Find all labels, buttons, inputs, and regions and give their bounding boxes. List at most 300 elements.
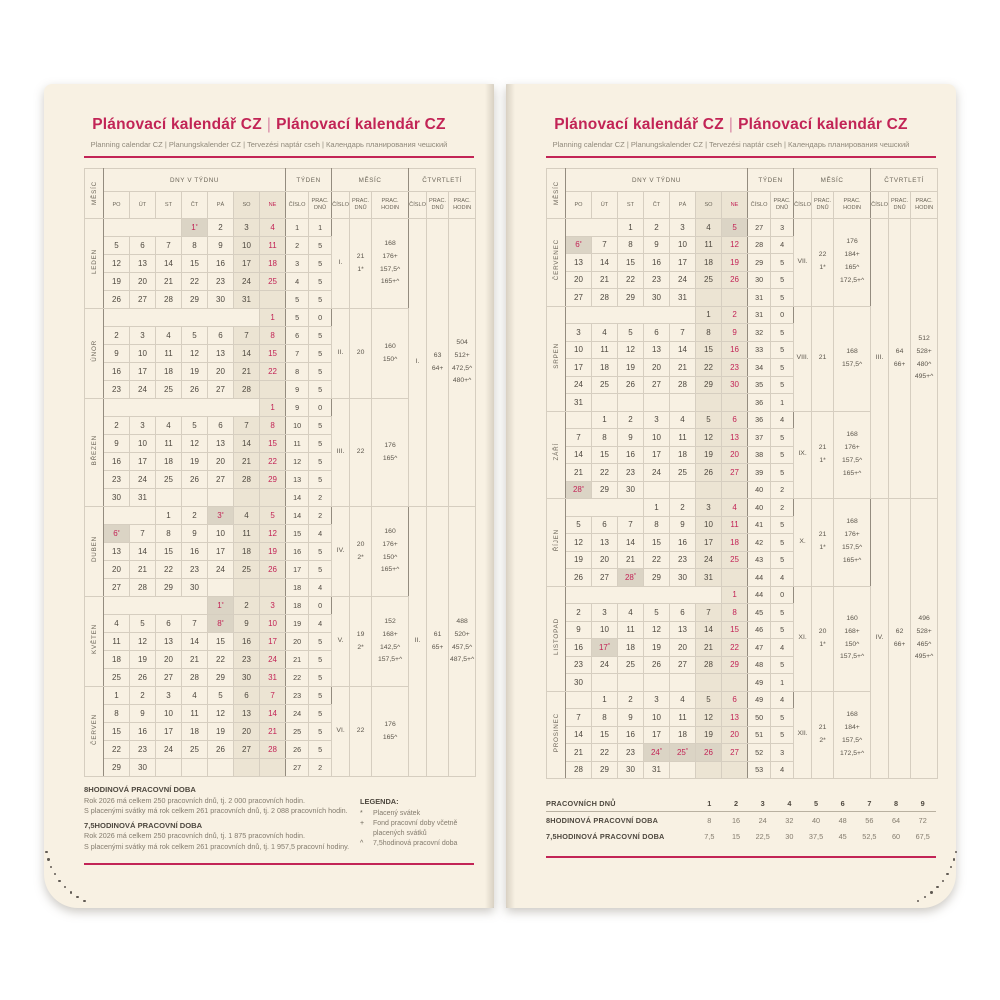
day-cell: 6 — [722, 691, 748, 709]
empty-lead-cell — [104, 309, 260, 327]
week-number-cell: 35 — [748, 376, 771, 394]
week-number-cell: 16 — [286, 543, 309, 561]
day-cell: 30 — [130, 759, 156, 777]
day-cell: 29 — [592, 761, 618, 779]
day-cell: 11 — [182, 705, 208, 723]
day-cell: 16 — [104, 363, 130, 381]
month-name-label: ČERVEN — [85, 687, 104, 777]
week-number-cell: 33 — [748, 341, 771, 359]
day-number: 6 — [575, 240, 580, 250]
stat-header: PRAC. DNŮ — [350, 192, 372, 219]
stat-line: 66+ — [893, 640, 906, 648]
day-cell: 5 — [618, 324, 644, 342]
day-cell: 19 — [696, 726, 722, 744]
day-cell: 30 — [208, 291, 234, 309]
day-cell: 21 — [618, 551, 644, 569]
footer-75h-title: 7,5HODINOVÁ PRACOVNÍ DOBA — [84, 820, 203, 830]
day-cell: 8 — [260, 327, 286, 345]
day-cell: 28 — [260, 741, 286, 759]
day-cell: 6 — [208, 417, 234, 435]
day-cell — [592, 674, 618, 692]
day-cell — [156, 759, 182, 777]
day-cell: 13 — [722, 429, 748, 447]
stat-line: 168 — [384, 239, 396, 247]
week-workdays-cell: 5 — [771, 376, 794, 394]
quarter-workdays-cell — [889, 219, 911, 499]
month-workdays-cell — [812, 219, 834, 307]
month-hours-cell — [372, 687, 409, 777]
day-cell: 22 — [104, 741, 130, 759]
day-cell: 19 — [182, 453, 208, 471]
day-cell: 12 — [260, 525, 286, 543]
workdays-row-label: 8HODINOVÁ PRACOVNÍ DOBA — [546, 815, 659, 825]
title-czech: Plánovací kalendář CZ — [554, 116, 724, 133]
week-workdays-cell: 2 — [771, 481, 794, 499]
stat-line: 176+ — [382, 252, 398, 260]
day-cell: 17 — [208, 543, 234, 561]
day-cell: 10 — [566, 341, 592, 359]
day-cell: 20 — [156, 651, 182, 669]
empty-lead-cell — [104, 507, 156, 525]
workdays-value: 16 — [731, 815, 741, 825]
day-cell: 10 — [156, 705, 182, 723]
day-header: ST — [156, 192, 182, 219]
legend-marker: ^ — [360, 840, 364, 848]
day-cell: 18 — [670, 726, 696, 744]
day-cell: 4 — [722, 499, 748, 517]
month-number-cell: VIII. — [794, 306, 812, 411]
day-number: 1 — [191, 223, 196, 232]
quarter-workdays-cell — [889, 499, 911, 779]
stat-line: 61 — [433, 630, 442, 638]
day-cell: 7 — [696, 604, 722, 622]
day-cell: 5 — [182, 417, 208, 435]
day-cell: 4 — [234, 507, 260, 525]
week-number-cell: 38 — [748, 446, 771, 464]
stat-line: 480^ — [916, 360, 932, 368]
day-cell: 18 — [722, 534, 748, 552]
day-cell: 28 — [234, 471, 260, 489]
day-cell: 12 — [182, 435, 208, 453]
week-number-cell: 20 — [286, 633, 309, 651]
week-workdays-cell: 0 — [309, 399, 332, 417]
day-cell: 30 — [670, 569, 696, 587]
stat-line: 157,5^ — [841, 736, 863, 744]
quarter-number-cell: III. — [871, 219, 889, 499]
day-cell: 18 — [182, 723, 208, 741]
title-slovak: Plánovací kalendár CZ — [276, 116, 446, 133]
month-number-cell: V. — [332, 597, 350, 687]
day-cell: 17 — [130, 453, 156, 471]
stat-header: PRAC. DNŮ — [889, 192, 911, 219]
day-cell — [696, 761, 722, 779]
holiday-asterisk: * — [195, 223, 198, 230]
stat-line: 1* — [819, 264, 826, 272]
stat-line: 64+ — [431, 364, 444, 372]
day-cell: 11 — [618, 621, 644, 639]
week-number-cell: 1 — [286, 219, 309, 237]
week-workdays-cell: 5 — [771, 516, 794, 534]
day-cell: 2 — [104, 417, 130, 435]
week-number-cell: 31 — [748, 306, 771, 324]
week-number-cell: 19 — [286, 615, 309, 633]
workdays-value: 52,5 — [862, 831, 877, 841]
stat-line: 21 — [818, 723, 827, 731]
day-cell: 4 — [618, 604, 644, 622]
day-cell: 13 — [644, 341, 670, 359]
day-cell: 22 — [618, 271, 644, 289]
month-workdays-cell — [812, 586, 834, 691]
day-cell — [592, 394, 618, 412]
day-cell: 20 — [644, 359, 670, 377]
week-workdays-cell: 2 — [771, 499, 794, 517]
month-name-label: ČERVENEC — [547, 219, 566, 307]
week-workdays-cell: 5 — [771, 656, 794, 674]
week-number-cell: 7 — [286, 345, 309, 363]
stat-line: 172,5+^ — [839, 277, 865, 285]
stat-line: 165+^ — [842, 469, 862, 477]
empty-lead-cell — [104, 597, 208, 615]
day-cell: 25 — [234, 561, 260, 579]
day-cell: 26 — [644, 656, 670, 674]
day-cell: 25 — [696, 271, 722, 289]
legend-item — [360, 819, 474, 838]
legend-title: LEGENDA: — [360, 797, 399, 806]
stat-header: ČÍSLO — [794, 192, 812, 219]
day-cell: 11 — [696, 236, 722, 254]
workdays-title: PRACOVNÍCH DNŮ — [546, 798, 616, 808]
stat-line: 176 — [384, 441, 396, 449]
day-cell: 5 — [722, 219, 748, 237]
stitch-dot — [83, 900, 85, 902]
day-cell: 15 — [696, 341, 722, 359]
day-cell: 3 — [566, 324, 592, 342]
day-cell: 9 — [644, 236, 670, 254]
stat-line: 1* — [819, 544, 826, 552]
stat-line: 19 — [356, 630, 365, 638]
day-cell: 18 — [592, 359, 618, 377]
stat-header: PRAC. DNŮ — [812, 192, 834, 219]
stat-header: PRAC. DNŮ — [771, 192, 794, 219]
month-name-label: ŘÍJEN — [547, 499, 566, 587]
day-cell: 14 — [618, 534, 644, 552]
day-cell: 14 — [260, 705, 286, 723]
day-cell: 10 — [260, 615, 286, 633]
day-cell: 27 — [566, 289, 592, 307]
week-workdays-cell: 5 — [309, 741, 332, 759]
month-workdays-cell — [350, 399, 372, 507]
day-cell: 22 — [592, 464, 618, 482]
day-cell: 16 — [208, 255, 234, 273]
day-cell: 24 — [696, 551, 722, 569]
left-page-header — [44, 84, 494, 149]
day-cell: 7 — [182, 615, 208, 633]
day-cell: 22 — [156, 561, 182, 579]
day-cell: 12 — [618, 341, 644, 359]
day-cell: 5 — [566, 516, 592, 534]
day-cell: 6 — [670, 604, 696, 622]
day-cell: 11 — [670, 709, 696, 727]
stitch-dot — [64, 886, 66, 888]
day-cell — [644, 674, 670, 692]
day-cell — [644, 394, 670, 412]
day-cell: 3 — [644, 691, 670, 709]
workdays-col-header: 2 — [733, 798, 739, 808]
day-cell: 4 — [696, 219, 722, 237]
stat-line: 20 — [356, 349, 365, 357]
day-cell: 8 — [592, 429, 618, 447]
day-cell: 21 — [260, 723, 286, 741]
day-cell: 1 — [156, 507, 182, 525]
week-number-cell: 28 — [748, 236, 771, 254]
day-cell: 27 — [722, 744, 748, 762]
day-cell: 26 — [618, 376, 644, 394]
month-name-label: LISTOPAD — [547, 586, 566, 691]
week-workdays-cell: 5 — [309, 633, 332, 651]
stat-line: 512 — [918, 334, 930, 342]
day-cell — [696, 674, 722, 692]
day-cell: 10 — [696, 516, 722, 534]
week-workdays-cell: 2 — [309, 507, 332, 525]
week-workdays-cell: 1 — [771, 394, 794, 412]
left-table-wrap — [84, 168, 474, 777]
day-cell — [234, 759, 260, 777]
month-column-header: MĚSÍC — [85, 169, 104, 219]
day-cell: 31 — [670, 289, 696, 307]
stat-line: 165^ — [844, 264, 860, 272]
day-cell: 12 — [104, 255, 130, 273]
day-cell: 24 — [670, 271, 696, 289]
day-cell: 14 — [566, 446, 592, 464]
day-cell: 17 — [566, 359, 592, 377]
week-number-cell: 34 — [748, 359, 771, 377]
week-workdays-cell: 5 — [771, 359, 794, 377]
week-number-cell: 50 — [748, 709, 771, 727]
day-cell: 19 — [644, 639, 670, 657]
day-cell: 14 — [696, 621, 722, 639]
week-row — [547, 219, 938, 237]
day-cell: 26 — [260, 561, 286, 579]
workdays-value: 40 — [811, 815, 821, 825]
day-cell: 28 — [670, 376, 696, 394]
day-cell: 26 — [696, 744, 722, 762]
day-cell: 25 — [156, 471, 182, 489]
footer-75h-line1: Rok 2026 má celkem 250 pracovních dnů, tj. 1 875 pracovních hodin. — [84, 831, 305, 841]
day-cell: 15 — [156, 543, 182, 561]
day-cell: 23 — [618, 744, 644, 762]
stat-header: PRAC. HODIN — [449, 192, 476, 219]
stat-line: 176+ — [382, 540, 398, 548]
workdays-value: 8 — [707, 815, 712, 825]
day-cell: 22 — [722, 639, 748, 657]
week-number-cell: 49 — [748, 674, 771, 692]
legend — [360, 797, 474, 850]
stat-header: ČÍSLO — [332, 192, 350, 219]
day-cell: 7 — [234, 327, 260, 345]
day-cell: 26 — [566, 569, 592, 587]
stat-header: PRAC. HODIN — [834, 192, 871, 219]
day-number: 24 — [650, 747, 660, 757]
day-cell: 12 — [182, 345, 208, 363]
week-number-cell: 31 — [748, 289, 771, 307]
day-cell: 31 — [644, 761, 670, 779]
quarter-number-cell: IV. — [871, 499, 889, 779]
day-cell — [208, 759, 234, 777]
day-cell: 29 — [182, 291, 208, 309]
day-cell — [722, 761, 748, 779]
day-cell: 2 — [670, 499, 696, 517]
day-cell: 30 — [182, 579, 208, 597]
stat-line: 2* — [357, 553, 364, 561]
day-cell: 24 — [644, 464, 670, 482]
day-cell — [722, 289, 748, 307]
stat-line: 488 — [456, 617, 468, 625]
stitch-dot — [58, 880, 60, 882]
stat-line: 496 — [918, 614, 930, 622]
day-cell: 23 — [104, 381, 130, 399]
day-cell: 11 — [260, 237, 286, 255]
stat-line: 165^ — [382, 733, 398, 741]
quarter-workdays-cell — [427, 507, 449, 777]
month-hours-cell — [372, 309, 409, 399]
holiday-asterisk: * — [221, 601, 224, 608]
month-name-label: BŘEZEN — [85, 399, 104, 507]
quarter-number-cell: II. — [409, 507, 427, 777]
day-number: 3 — [217, 511, 222, 520]
stitch-dot — [953, 858, 955, 860]
day-cell: 16 — [722, 341, 748, 359]
week-workdays-cell: 5 — [771, 534, 794, 552]
day-number: 28 — [572, 485, 582, 495]
week-number-cell: 32 — [748, 324, 771, 342]
stitch-dot — [955, 851, 957, 853]
day-cell: 7 — [260, 687, 286, 705]
workdays-value: 45 — [838, 831, 847, 841]
week-section-header: TÝDEN — [286, 169, 332, 192]
day-cell: 3 — [670, 219, 696, 237]
stat-line: 157,5^ — [841, 360, 863, 368]
week-workdays-cell: 5 — [309, 543, 332, 561]
stat-line: 176 — [384, 720, 396, 728]
week-number-cell: 53 — [748, 761, 771, 779]
week-number-cell: 22 — [286, 669, 309, 687]
day-cell: 31 — [566, 394, 592, 412]
legend-marker: * — [360, 810, 363, 817]
day-cell: 24 — [566, 376, 592, 394]
day-cell: 31 — [130, 489, 156, 507]
day-cell: 19 — [260, 543, 286, 561]
day-cell: 14 — [182, 633, 208, 651]
day-cell — [260, 291, 286, 309]
day-cell: 7 — [234, 417, 260, 435]
day-cell — [722, 674, 748, 692]
day-cell: 21 — [156, 273, 182, 291]
week-workdays-cell: 4 — [771, 569, 794, 587]
footer-8h-line1: Rok 2026 má celkem 250 pracovních dnů, tj. 2 000 pracovních hodin. — [84, 795, 305, 805]
day-cell — [722, 481, 748, 499]
day-cell: 7 — [130, 525, 156, 543]
day-cell: 1 — [260, 399, 286, 417]
day-cell: 12 — [130, 633, 156, 651]
quarter-section-header: ČTVRTLETÍ — [409, 169, 476, 192]
week-number-cell: 13 — [286, 471, 309, 489]
week-workdays-cell: 2 — [309, 759, 332, 777]
day-cell: 1 — [618, 219, 644, 237]
holiday-asterisk: * — [685, 748, 689, 755]
day-cell: 24 — [208, 561, 234, 579]
legend-text: 7,5hodinová pracovní doba — [373, 840, 458, 848]
week-number-cell: 48 — [748, 656, 771, 674]
stat-line: 168+ — [844, 627, 860, 635]
day-cell — [592, 639, 618, 657]
week-row — [85, 219, 476, 237]
stitch-dot — [76, 896, 78, 898]
workdays-hours-table — [546, 795, 936, 844]
right-footer-rule — [546, 856, 936, 858]
day-cell: 6 — [592, 516, 618, 534]
stat-line: 504 — [456, 338, 468, 346]
day-cell: 23 — [566, 656, 592, 674]
day-cell — [566, 481, 592, 499]
day-cell: 24 — [130, 381, 156, 399]
day-cell: 9 — [104, 345, 130, 363]
holiday-asterisk: * — [659, 748, 663, 755]
day-cell: 9 — [182, 525, 208, 543]
day-header: PO — [566, 192, 592, 219]
quarter-workdays-cell — [427, 219, 449, 507]
page-subtitle: Planning calendar CZ | Planungskalender CZ | Tervezési naptár cseh | Календарь планирования чешский — [552, 140, 910, 149]
day-cell: 29 — [618, 289, 644, 307]
month-hours-cell — [834, 586, 871, 691]
stat-line: 157,5^ — [841, 544, 863, 552]
day-cell: 18 — [156, 453, 182, 471]
week-number-cell: 44 — [748, 569, 771, 587]
day-cell — [208, 489, 234, 507]
workdays-value: 7,5 — [704, 831, 715, 841]
stat-line: 520+ — [454, 630, 470, 638]
day-cell: 7 — [670, 324, 696, 342]
empty-lead-cell — [566, 306, 696, 324]
day-cell — [696, 394, 722, 412]
day-cell — [670, 394, 696, 412]
stat-line: 21 — [818, 443, 827, 451]
day-cell: 8 — [696, 324, 722, 342]
day-cell: 5 — [260, 507, 286, 525]
week-workdays-cell: 3 — [771, 744, 794, 762]
stat-line: 22 — [356, 448, 365, 456]
workdays-col-header: 5 — [813, 798, 819, 808]
day-cell: 13 — [234, 705, 260, 723]
day-cell: 30 — [618, 761, 644, 779]
day-cell: 31 — [260, 669, 286, 687]
day-cell: 10 — [644, 709, 670, 727]
stat-line: 168 — [846, 347, 858, 355]
day-cell: 2 — [644, 219, 670, 237]
day-cell: 18 — [696, 254, 722, 272]
day-cell — [696, 289, 722, 307]
day-cell: 29 — [208, 669, 234, 687]
day-cell: 17 — [670, 254, 696, 272]
day-cell: 20 — [104, 561, 130, 579]
week-workdays-cell: 5 — [771, 271, 794, 289]
day-cell: 18 — [234, 543, 260, 561]
week-number-cell: 4 — [286, 273, 309, 291]
week-number-cell: 42 — [748, 534, 771, 552]
stat-line: 65+ — [431, 643, 444, 651]
day-cell: 23 — [618, 464, 644, 482]
week-workdays-cell: 5 — [771, 621, 794, 639]
day-cell: 21 — [234, 363, 260, 381]
